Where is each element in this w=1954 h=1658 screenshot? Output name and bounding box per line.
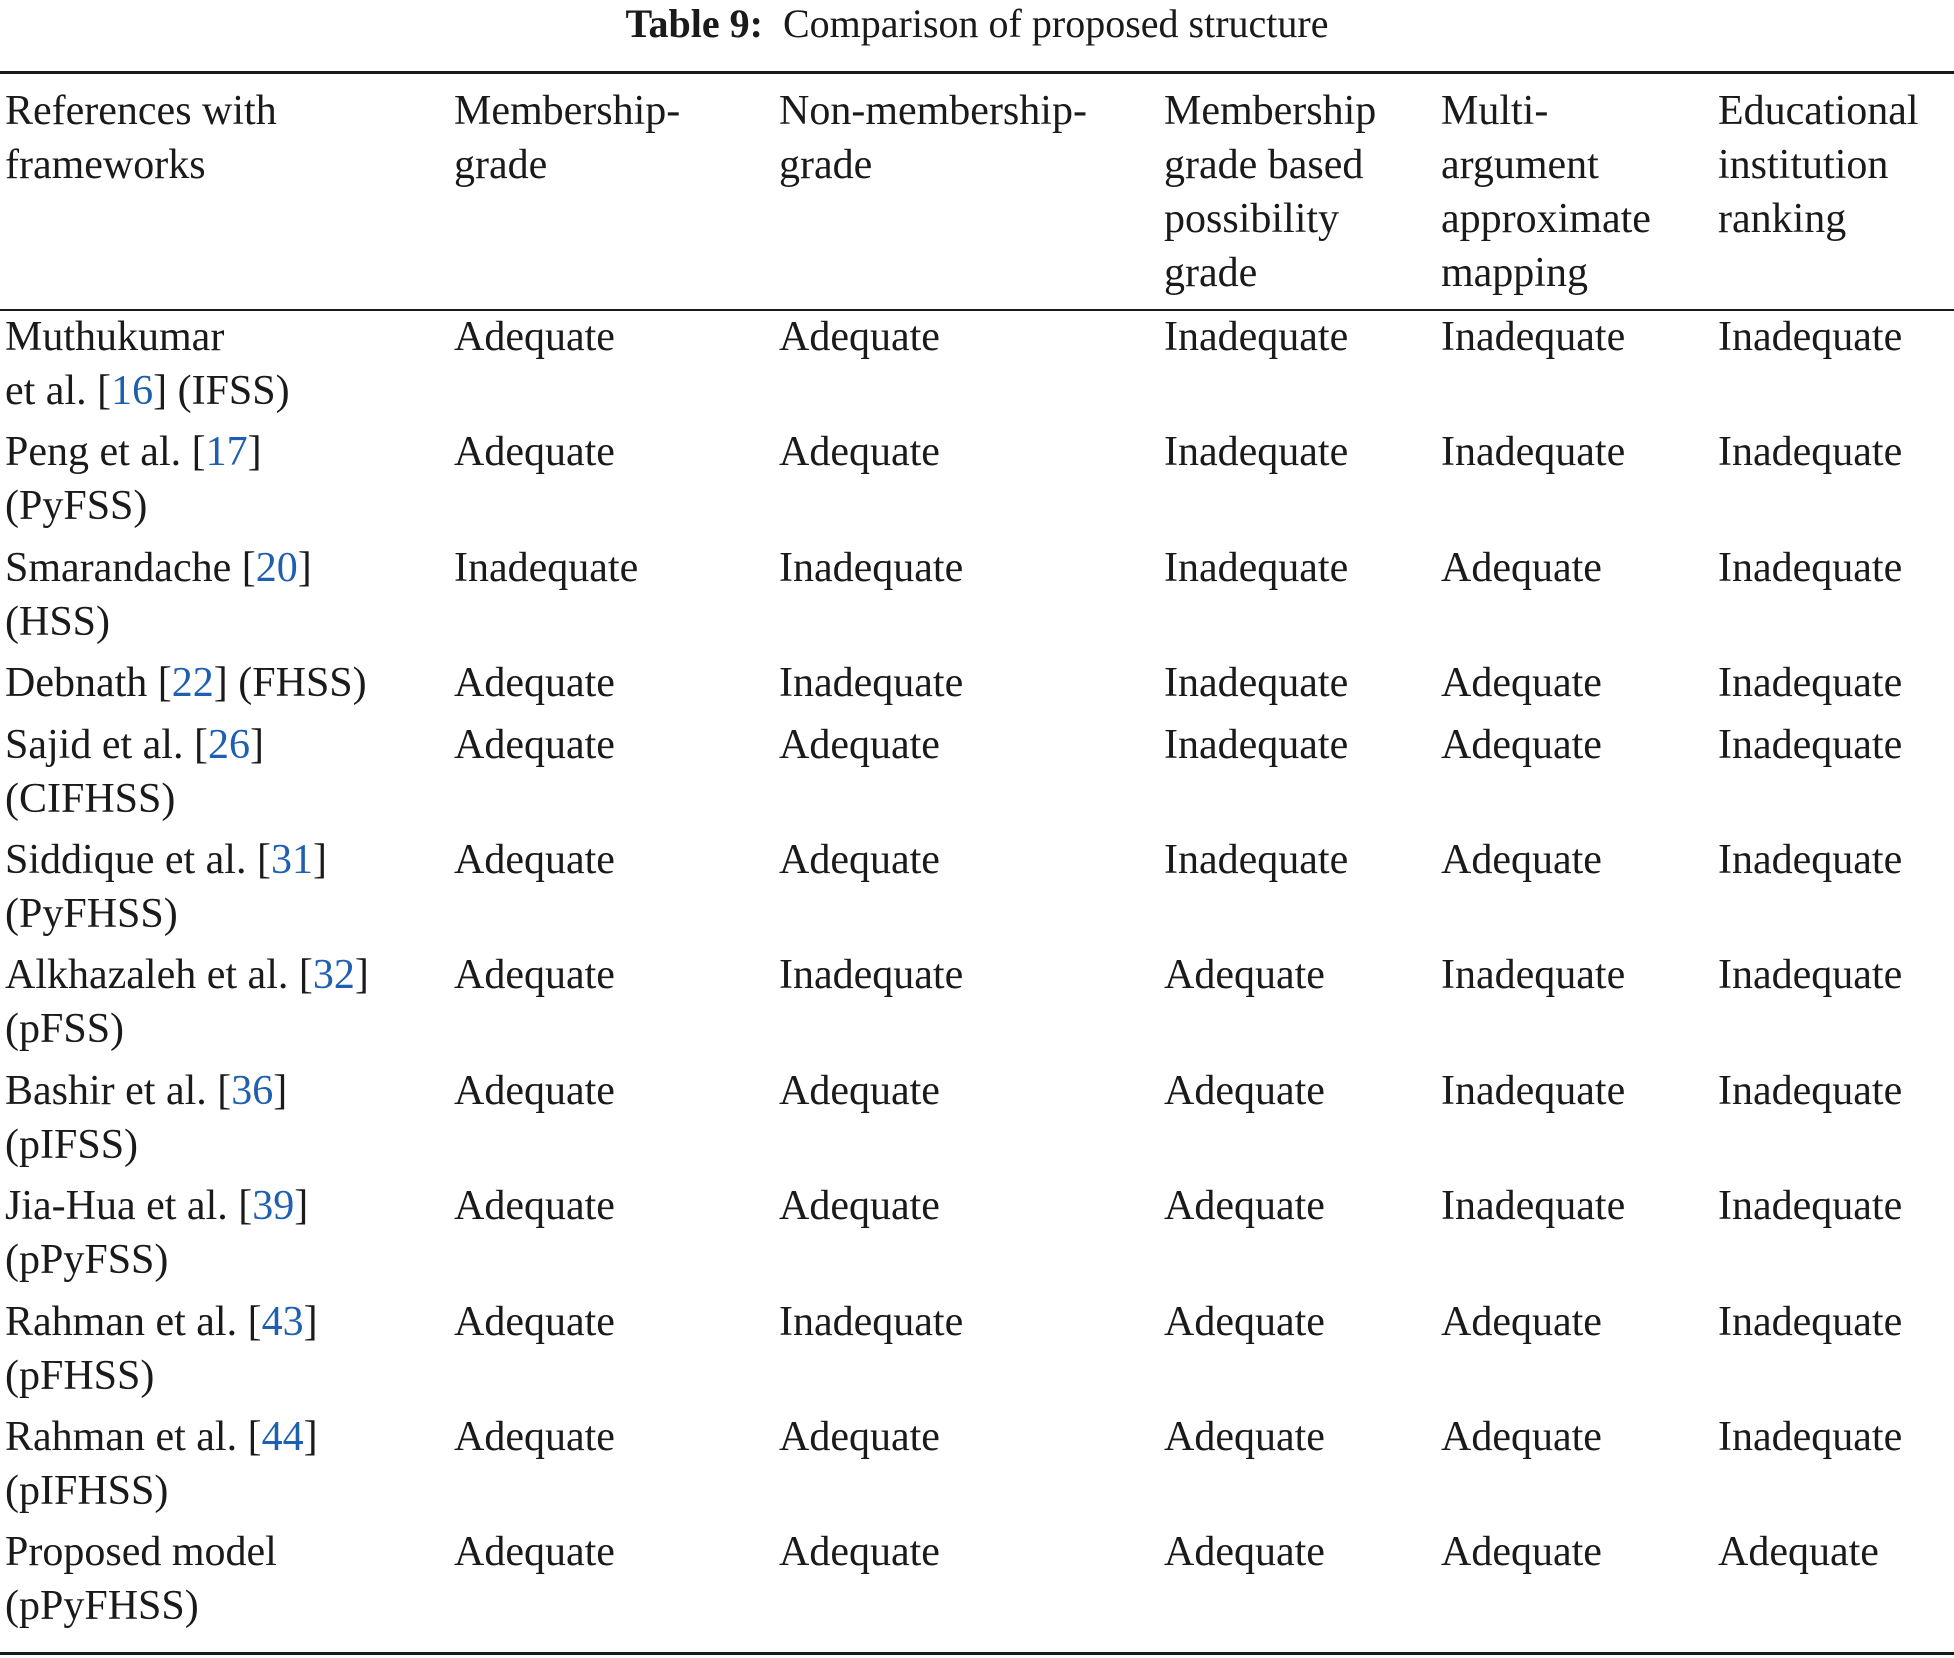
- reference-cell: Siddique et al. [31] (PyFHSS): [5, 836, 327, 937]
- possibility-grade-cell: Adequate: [1164, 1183, 1325, 1230]
- membership-grade-cell: Adequate: [454, 1298, 615, 1345]
- possibility-grade-cell: Adequate: [1164, 1529, 1325, 1576]
- non-membership-grade-cell: Inadequate: [779, 952, 964, 999]
- possibility-grade-cell: Inadequate: [1164, 836, 1349, 883]
- membership-grade-cell: Adequate: [454, 1529, 615, 1576]
- citation-link[interactable]: 26: [207, 721, 250, 768]
- membership-grade-cell: Adequate: [454, 660, 615, 707]
- non-membership-grade-cell: Adequate: [779, 1183, 940, 1230]
- multi-argument-cell: Adequate: [1441, 1413, 1602, 1460]
- ranking-cell: Inadequate: [1718, 1183, 1903, 1230]
- multi-argument-cell: Adequate: [1441, 836, 1602, 883]
- table-row: [0, 833, 1954, 948]
- possibility-grade-cell: Inadequate: [1164, 429, 1349, 476]
- non-membership-grade-cell: Inadequate: [779, 660, 964, 707]
- ranking-cell: Inadequate: [1718, 544, 1903, 591]
- multi-argument-cell: Inadequate: [1441, 1067, 1626, 1114]
- citation-link[interactable]: 31: [270, 836, 313, 883]
- possibility-grade-cell: Inadequate: [1164, 721, 1349, 768]
- ranking-cell: Inadequate: [1718, 429, 1903, 476]
- non-membership-grade-cell: Adequate: [779, 1413, 940, 1460]
- table-row: [0, 310, 1954, 425]
- table-title: Comparison of proposed structure: [783, 1, 1329, 46]
- membership-grade-cell: Adequate: [454, 1067, 615, 1114]
- header-possibility-grade: Membership grade based possibility grade: [1164, 88, 1377, 296]
- ranking-cell: Inadequate: [1718, 1413, 1903, 1460]
- ranking-cell: Adequate: [1718, 1529, 1879, 1576]
- possibility-grade-cell: Adequate: [1164, 1067, 1325, 1114]
- citation-link[interactable]: 36: [231, 1067, 274, 1114]
- table-row: [0, 1064, 1954, 1179]
- non-membership-grade-cell: Inadequate: [779, 1298, 964, 1345]
- multi-argument-cell: Inadequate: [1441, 1183, 1626, 1230]
- citation-link[interactable]: 43: [261, 1298, 304, 1345]
- multi-argument-cell: Adequate: [1441, 721, 1602, 768]
- possibility-grade-cell: Adequate: [1164, 952, 1325, 999]
- table-row-proposed: [0, 1525, 1954, 1640]
- citation-link[interactable]: 20: [255, 544, 298, 591]
- membership-grade-cell: Adequate: [454, 1183, 615, 1230]
- table-label: Table 9:: [625, 1, 763, 46]
- non-membership-grade-cell: Adequate: [779, 721, 940, 768]
- citation-link[interactable]: 17: [205, 429, 248, 476]
- reference-cell: Rahman et al. [44] (pIFHSS): [5, 1413, 318, 1514]
- table-row: [0, 1295, 1954, 1410]
- reference-cell: Bashir et al. [36] (pIFSS): [5, 1067, 288, 1168]
- non-membership-grade-cell: Adequate: [779, 836, 940, 883]
- membership-grade-cell: Adequate: [454, 721, 615, 768]
- membership-grade-cell: Adequate: [454, 836, 615, 883]
- possibility-grade-cell: Inadequate: [1164, 544, 1349, 591]
- table-caption: [0, 0, 1954, 48]
- multi-argument-cell: Adequate: [1441, 544, 1602, 591]
- header-row: [0, 76, 1954, 310]
- ranking-cell: Inadequate: [1718, 660, 1903, 707]
- header-educational-ranking: Educational institution ranking: [1718, 88, 1919, 242]
- reference-cell: Smarandache [20] (HSS): [5, 544, 312, 645]
- ranking-cell: Inadequate: [1718, 836, 1903, 883]
- table-row: [0, 948, 1954, 1063]
- citation-link[interactable]: 22: [171, 660, 214, 707]
- multi-argument-cell: Adequate: [1441, 1529, 1602, 1576]
- table-row: [0, 541, 1954, 656]
- membership-grade-cell: Adequate: [454, 952, 615, 999]
- reference-cell: Peng et al. [17] (PyFSS): [5, 429, 262, 530]
- citation-link[interactable]: 16: [111, 368, 154, 414]
- membership-grade-cell: Adequate: [454, 1413, 615, 1460]
- multi-argument-cell: Adequate: [1441, 660, 1602, 707]
- reference-cell: Proposed model (pPyFHSS): [5, 1529, 277, 1630]
- multi-argument-cell: Inadequate: [1441, 429, 1626, 476]
- reference-cell: Muthukumar et al. [16] (IFSS): [5, 314, 290, 414]
- non-membership-grade-cell: Adequate: [779, 314, 940, 360]
- table-row: [0, 656, 1954, 717]
- table-row: [0, 1410, 1954, 1525]
- non-membership-grade-cell: Inadequate: [779, 544, 964, 591]
- multi-argument-cell: Inadequate: [1441, 952, 1626, 999]
- ranking-cell: Inadequate: [1718, 952, 1903, 999]
- table-row: [0, 1179, 1954, 1294]
- possibility-grade-cell: Adequate: [1164, 1298, 1325, 1345]
- non-membership-grade-cell: Adequate: [779, 1529, 940, 1576]
- header-membership-grade: Membership- grade: [454, 88, 681, 188]
- membership-grade-cell: Adequate: [454, 429, 615, 476]
- table-row: [0, 718, 1954, 833]
- top-rule: [0, 71, 1954, 74]
- ranking-cell: Inadequate: [1718, 721, 1903, 768]
- bottom-rule: [0, 1652, 1954, 1655]
- citation-link[interactable]: 32: [312, 952, 355, 999]
- reference-cell: Rahman et al. [43] (pFHSS): [5, 1298, 318, 1399]
- reference-cell: Debnath [22] (FHSS): [5, 660, 367, 707]
- header-references: References with frameworks: [5, 88, 277, 188]
- comparison-table: [0, 76, 1954, 1641]
- ranking-cell: Inadequate: [1718, 1067, 1903, 1114]
- possibility-grade-cell: Adequate: [1164, 1413, 1325, 1460]
- citation-link[interactable]: 44: [261, 1413, 304, 1460]
- membership-grade-cell: Inadequate: [454, 544, 639, 591]
- non-membership-grade-cell: Adequate: [779, 1067, 940, 1114]
- table-row: [0, 425, 1954, 540]
- reference-cell: Jia-Hua et al. [39] (pPyFSS): [5, 1183, 309, 1284]
- membership-grade-cell: Adequate: [454, 314, 615, 360]
- non-membership-grade-cell: Adequate: [779, 429, 940, 476]
- header-non-membership-grade: Non-membership- grade: [779, 88, 1087, 188]
- reference-cell: Sajid et al. [26] (CIFHSS): [5, 721, 264, 822]
- citation-link[interactable]: 39: [252, 1183, 295, 1230]
- multi-argument-cell: Adequate: [1441, 1298, 1602, 1345]
- possibility-grade-cell: Inadequate: [1164, 660, 1349, 707]
- multi-argument-cell: Inadequate: [1441, 314, 1626, 360]
- reference-cell: Alkhazaleh et al. [32] (pFSS): [5, 952, 369, 1053]
- ranking-cell: Inadequate: [1718, 1298, 1903, 1345]
- header-multi-argument-mapping: Multi- argument approximate mapping: [1441, 88, 1651, 296]
- possibility-grade-cell: Inadequate: [1164, 314, 1349, 360]
- ranking-cell: Inadequate: [1718, 314, 1903, 360]
